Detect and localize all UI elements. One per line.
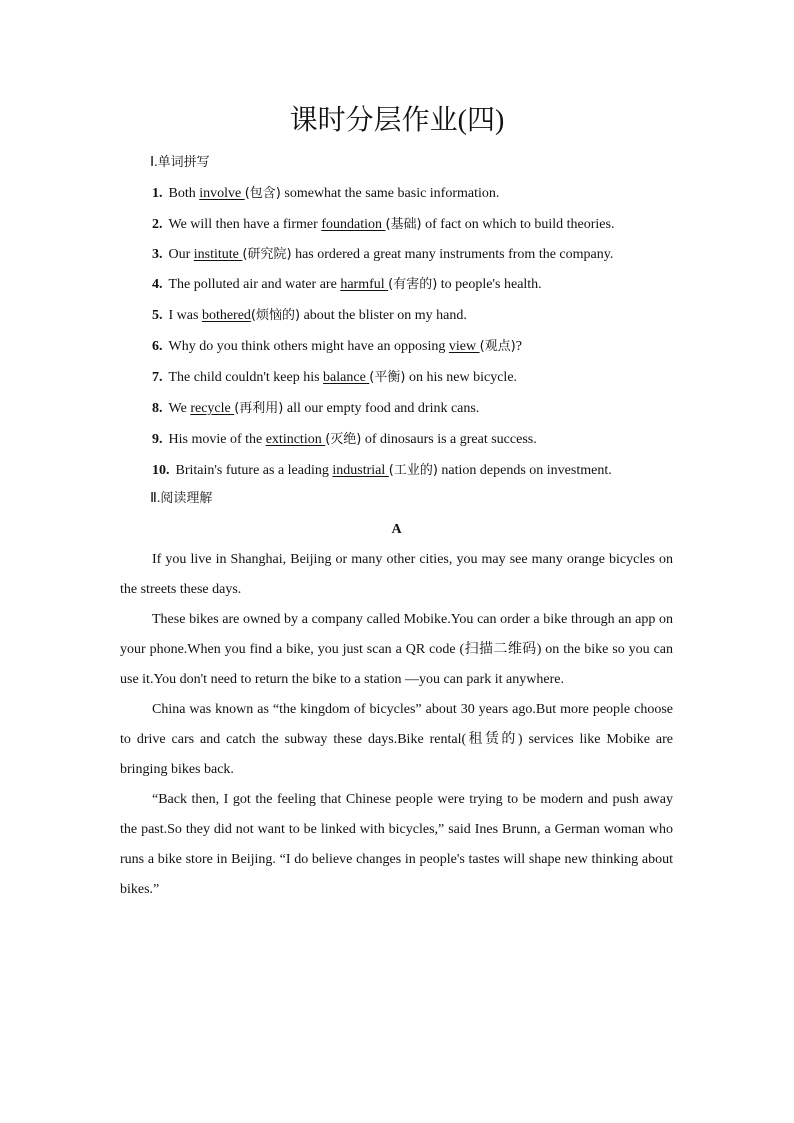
- section-heading-spelling: Ⅰ.单词拼写: [150, 155, 210, 170]
- item-number: 9.: [152, 432, 163, 447]
- item-text: His movie of the: [168, 432, 266, 447]
- item-number: 7.: [152, 370, 163, 385]
- item-answer: recycle: [190, 401, 235, 416]
- item-hint: (有害的): [388, 277, 438, 292]
- item-text: all our empty food and drink cans.: [283, 401, 480, 416]
- item-answer: bothered: [201, 308, 251, 323]
- item-text: We will then have a firmer: [168, 217, 322, 232]
- item-text: of fact on which to build theories.: [421, 217, 615, 232]
- passage-paragraph: These bikes are owned by a company called Mobike.You can order a bike through an app on your phone.When you find a bike, you just scan a QR code (扫描二维码) on the bike so you can use it.You don't need to return the bike to a station —you can park it anywhere.: [120, 612, 673, 687]
- item-hint: (包含): [244, 186, 281, 201]
- item-text: of dinosaurs is a great success.: [361, 432, 537, 447]
- spelling-item: [120, 456, 673, 486]
- spelling-list: [120, 179, 673, 486]
- passage-paragraph: If you live in Shanghai, Beijing or many other cities, you may see many orange bicycles on the streets these days.: [120, 552, 673, 597]
- item-number: 4.: [152, 277, 163, 292]
- spelling-item: [120, 363, 673, 394]
- item-text: Our: [168, 247, 194, 262]
- section-heading-reading: Ⅱ.阅读理解: [150, 491, 213, 506]
- item-answer: extinction: [265, 432, 326, 447]
- item-text: about the blister on my hand.: [300, 308, 467, 323]
- item-text: I was: [168, 308, 202, 323]
- item-number: 5.: [152, 308, 163, 323]
- item-hint: (再利用): [234, 401, 284, 416]
- item-text: The polluted air and water are: [168, 277, 341, 292]
- spelling-item: [120, 425, 673, 456]
- item-answer: institute: [193, 247, 243, 262]
- item-answer: industrial: [332, 463, 389, 478]
- item-text: Both: [168, 186, 200, 201]
- passage-body: [120, 545, 673, 905]
- page-title-paren: (四): [457, 105, 505, 136]
- item-hint: (工业的): [388, 463, 438, 478]
- item-number: 6.: [152, 339, 163, 354]
- item-hint: (基础): [385, 217, 422, 232]
- passage-paragraph: “Back then, I got the feeling that Chinese people were trying to be modern and push away the past.So they did not want to be linked with bicycles,” said Ines Brunn, a German woman who runs a bike store in Beijing. “I do believe changes in people's tastes will shape new thinking about bikes.”: [120, 792, 673, 897]
- page-title: [0, 98, 794, 138]
- item-text: We: [168, 401, 191, 416]
- item-number: 3.: [152, 247, 163, 262]
- passage-paragraph: China was known as “the kingdom of bicycles” about 30 years ago.But more people choose to drive cars and catch the subway these days.Bike rental(租赁的) services like Mobike are bringing bikes back.: [120, 702, 673, 777]
- item-text: Britain's future as a leading: [175, 463, 333, 478]
- page-title-main: 课时分层作业: [289, 103, 458, 136]
- spelling-item: [120, 394, 673, 425]
- spelling-item: [120, 301, 673, 332]
- item-text: ?: [515, 339, 522, 354]
- item-text: on his new bicycle.: [405, 370, 518, 385]
- item-text: Why do you think others might have an opposing: [168, 339, 449, 354]
- spelling-item: [120, 240, 673, 270]
- item-text: somewhat the same basic information.: [280, 186, 500, 201]
- item-number: 1.: [152, 186, 163, 201]
- item-number: 10.: [152, 463, 170, 478]
- item-hint: (观点): [479, 339, 516, 354]
- item-answer: involve: [199, 186, 245, 201]
- item-number: 8.: [152, 401, 163, 416]
- spelling-item: [120, 179, 673, 210]
- item-answer: view: [448, 339, 480, 354]
- item-hint: (研究院): [242, 247, 292, 262]
- item-hint: (平衡): [369, 370, 406, 385]
- spelling-item: [120, 210, 673, 240]
- document-content: [120, 150, 673, 905]
- item-answer: foundation: [321, 217, 386, 232]
- spelling-item: [120, 270, 673, 301]
- item-answer: harmful: [340, 277, 389, 292]
- item-hint: (烦恼的): [250, 308, 301, 323]
- passage-label: A: [391, 522, 402, 537]
- item-text: nation depends on investment.: [437, 463, 612, 478]
- item-hint: (灭绝): [325, 432, 362, 447]
- item-text: has ordered a great many instruments from the company.: [291, 247, 614, 262]
- item-text: to people's health.: [437, 277, 542, 292]
- item-number: 2.: [152, 217, 163, 232]
- spelling-item: [120, 332, 673, 363]
- item-answer: balance: [323, 370, 370, 385]
- item-text: The child couldn't keep his: [168, 370, 324, 385]
